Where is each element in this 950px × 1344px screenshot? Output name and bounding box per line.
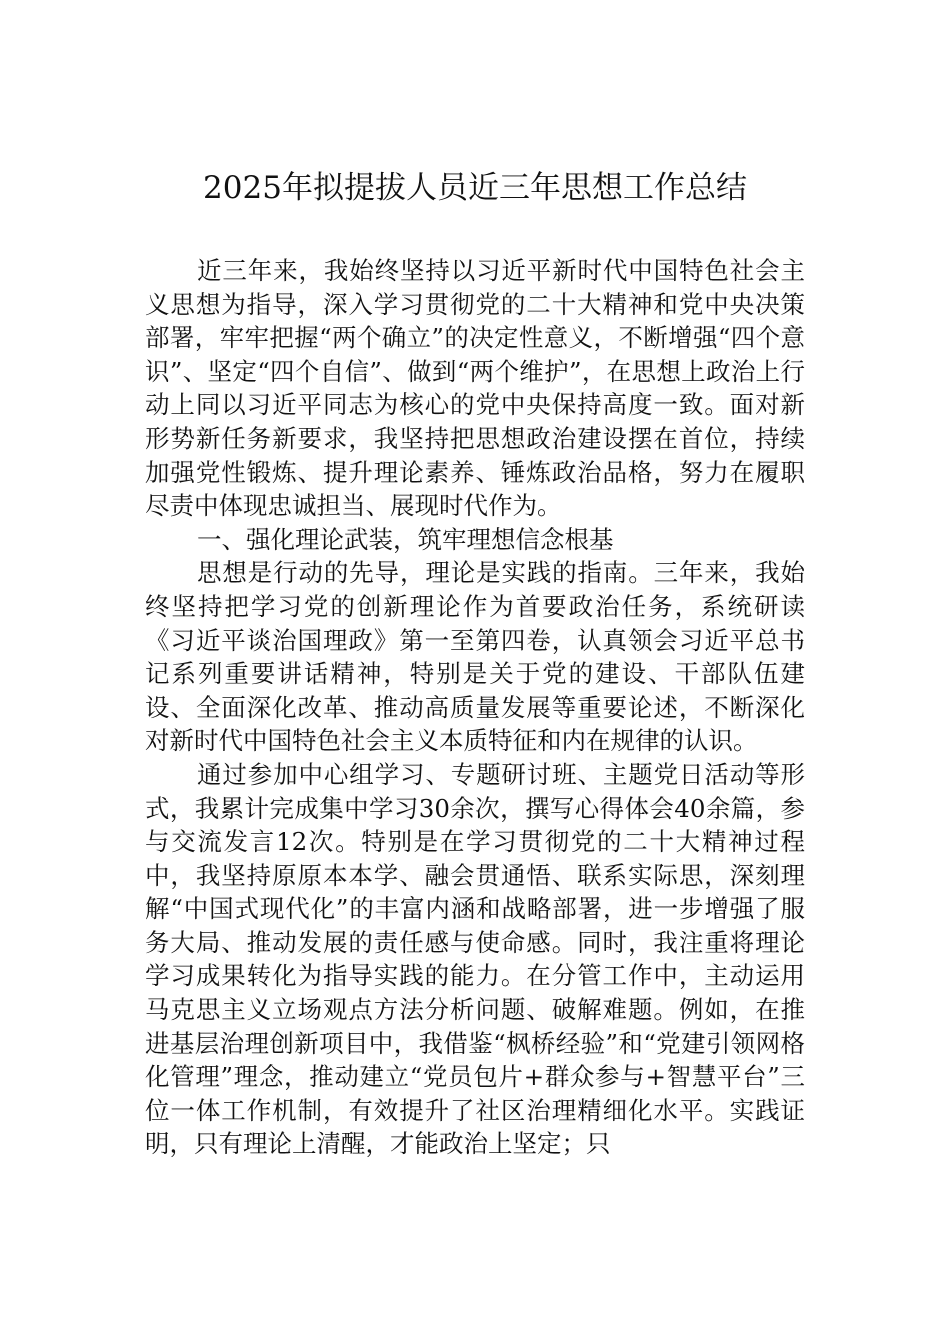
document-body	[145, 254, 805, 1161]
paragraph-intro: 近三年来，我始终坚持以习近平新时代中国特色社会主义思想为指导，深入学习贯彻党的二十大精神和党中央决策部署，牢牢把握“两个确立”的决定性意义，不断增强“四个意识”、坚定“四个自信”、做到“两个维护”，在思想上政治上行动上同以习近平同志为核心的党中央保持高度一致。面对新形势新任务新要求，我坚持把思想政治建设摆在首位，持续加强党性锻炼、提升理论素养、锤炼政治品格，努力在履职尽责中体现忠诚担当、展现时代作为。	[145, 256, 805, 521]
document-title: 2025年拟提拔人员近三年思想工作总结	[203, 170, 747, 206]
paragraph-theory-study: 思想是行动的先导，理论是实践的指南。三年来，我始终坚持把学习党的创新理论作为首要政治任务，系统研读《习近平谈治国理政》第一至第四卷，认真领会习近平总书记系列重要讲话精神，特别是关于党的建设、干部队伍建设、全面深化改革、推动高质量发展等重要论述，不断深化对新时代中国特色社会主义本质特征和内在规律的认识。	[145, 558, 805, 756]
section-heading-1: 一、强化理论武装，筑牢理想信念根基	[197, 524, 614, 554]
paragraph-learning-practice: 通过参加中心组学习、专题研讨班、主题党日活动等形式，我累计完成集中学习30余次，撰写心得体会40余篇，参与交流发言12次。特别是在学习贯彻党的二十大精神过程中，我坚持原原本本学、融会贯通悟、联系实际思，深刻理解“中国式现代化”的丰富内涵和战略部署，进一步增强了服务大局、推动发展的责任感与使命感。同时，我注重将理论学习成果转化为指导实践的能力。在分管工作中，主动运用马克思主义立场观点方法分析问题、破解难题。例如，在推进基层治理创新项目中，我借鉴“枫桥经验”和“党建引领网格化管理”理念，推动建立“党员包片+群众参与+智慧平台”三位一体工作机制，有效提升了社区治理精细化水平。实践证明，只有理论上清醒，才能政治上坚定；只	[145, 759, 805, 1159]
